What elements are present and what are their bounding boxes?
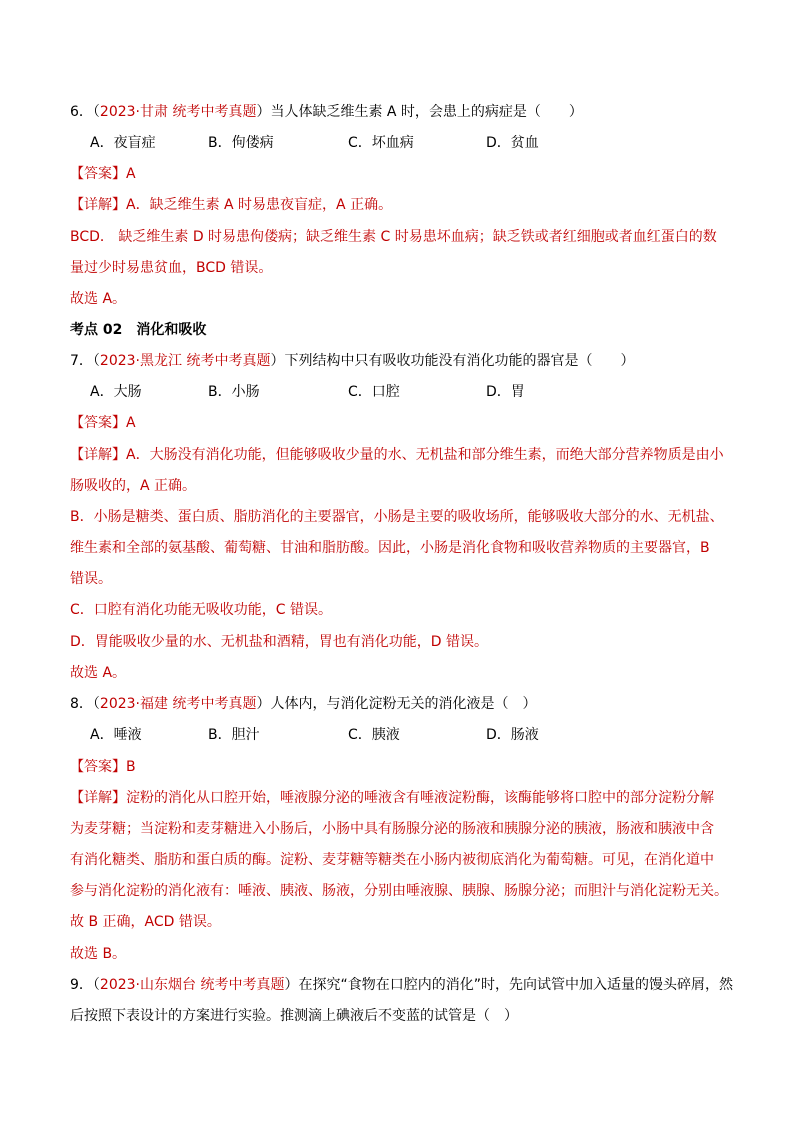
option-c: C．口腔 [348,384,400,400]
section-heading: 考点 02 消化和吸收 [70,322,207,338]
q7-detail-line: C．口腔有消化功能无吸收功能，C 错误。 [70,602,332,618]
question-source: 2023·福建 统考中考真题 [99,696,257,712]
q8-stem: 8．（2023·福建 统考中考真题）人体内，与消化淀粉无关的消化液是（ ） [70,696,537,712]
option-d: D．肠液 [486,727,539,743]
q8-detail-line: 参与消化淀粉的消化液有：唾液、胰液、肠液，分别由唾液腺、胰腺、肠腺分泌；而胆汁与消化淀粉无关。 [70,883,728,899]
q8-answer: 【答案】B [70,759,136,775]
q6-stem: 6．（2023·甘肃 统考中考真题）当人体缺乏维生素 A 时，会患上的病症是（ ） [70,104,583,120]
q7-conclusion: 故选 A。 [70,665,127,681]
q7-detail-line: B．小肠是糖类、蛋白质、脂肪消化的主要器官，小肠是主要的吸收场所，能够吸收大部分的水、无机盐、 [70,509,724,525]
option-b: B．胆汁 [208,727,260,743]
q9-stem-continued: 后按照下表设计的方案进行实验。推测滴上碘液后不变蓝的试管是（ ） [70,1008,518,1024]
option-c: C．胰液 [348,727,400,743]
q6-detail-line: BCD． 缺乏维生素 D 时易患佝偻病；缺乏维生素 C 时易患坏血病；缺乏铁或者红细胞或者血红蛋白的数 [70,229,717,245]
q7-detail-line: 维生素和全部的氨基酸、葡萄糖、甘油和脂肪酸。因此，小肠是消化食物和吸收营养物质的主要器官，B [70,540,710,556]
option-a: A．唾液 [90,727,142,743]
q9-stem: 9．（2023·山东烟台 统考中考真题）在探究“食物在口腔内的消化”时，先向试管中加入适量的馒头碎屑，然 [70,977,733,993]
option-d: D．胃 [486,384,525,400]
q8-conclusion: 故选 B。 [70,946,127,962]
option-a: A．夜盲症 [90,135,156,151]
question-source: 2023·甘肃 统考中考真题 [99,104,257,120]
question-number: 6． [70,104,93,120]
question-text: 在探究“食物在口腔内的消化”时，先向试管中加入适量的馒头碎屑，然 [298,977,733,993]
option-b: B．佝偻病 [208,135,274,151]
question-source: 2023·山东烟台 统考中考真题 [99,977,285,993]
q6-conclusion: 故选 A。 [70,291,127,307]
question-text: 当人体缺乏维生素 A 时，会患上的病症是（ ） [270,104,583,120]
q7-detail-line: D．胃能吸收少量的水、无机盐和酒精，胃也有消化功能，D 错误。 [70,634,489,650]
option-b: B．小肠 [208,384,260,400]
q6-answer: 【答案】A [70,166,136,182]
question-number: 7． [70,353,93,369]
q6-detail-line: 【详解】A．缺乏维生素 A 时易患夜盲症，A 正确。 [70,197,393,213]
q7-stem: 7．（2023·黑龙江 统考中考真题）下列结构中只有吸收功能没有消化功能的器官是（ ） [70,353,635,369]
q8-detail-line: 有消化糖类、脂肪和蛋白质的酶。淀粉、麦芽糖等糖类在小肠内被彻底消化为葡萄糖。可见，在消化道中 [70,852,714,868]
q7-detail-line: 【详解】A．大肠没有消化功能，但能够吸收少量的水、无机盐和部分维生素，而绝大部分营养物质是由小 [70,447,724,463]
question-source: 2023·黑龙江 统考中考真题 [99,353,271,369]
question-number: 8． [70,696,93,712]
q8-detail-line: 【详解】淀粉的消化从口腔开始，唾液腺分泌的唾液含有唾液淀粉酶，该酶能够将口腔中的部分淀粉分解 [70,790,714,806]
q7-answer: 【答案】A [70,415,136,431]
q7-detail-line: 肠吸收的，A 正确。 [70,478,197,494]
question-text: 下列结构中只有吸收功能没有消化功能的器官是（ ） [284,353,635,369]
q8-detail-line: 为麦芽糖；当淀粉和麦芽糖进入小肠后，小肠中具有肠腺分泌的肠液和胰腺分泌的胰液，肠液和胰液中含 [70,821,714,837]
q6-detail-line: 量过少时易患贫血，BCD 错误。 [70,260,273,276]
q7-detail-line: 错误。 [70,571,112,587]
question-text: 人体内，与消化淀粉无关的消化液是（ ） [270,696,537,712]
question-number: 9． [70,977,93,993]
option-a: A．大肠 [90,384,142,400]
option-c: C．坏血病 [348,135,414,151]
q8-detail-line: 故 B 正确，ACD 错误。 [70,914,221,930]
option-d: D．贫血 [486,135,539,151]
